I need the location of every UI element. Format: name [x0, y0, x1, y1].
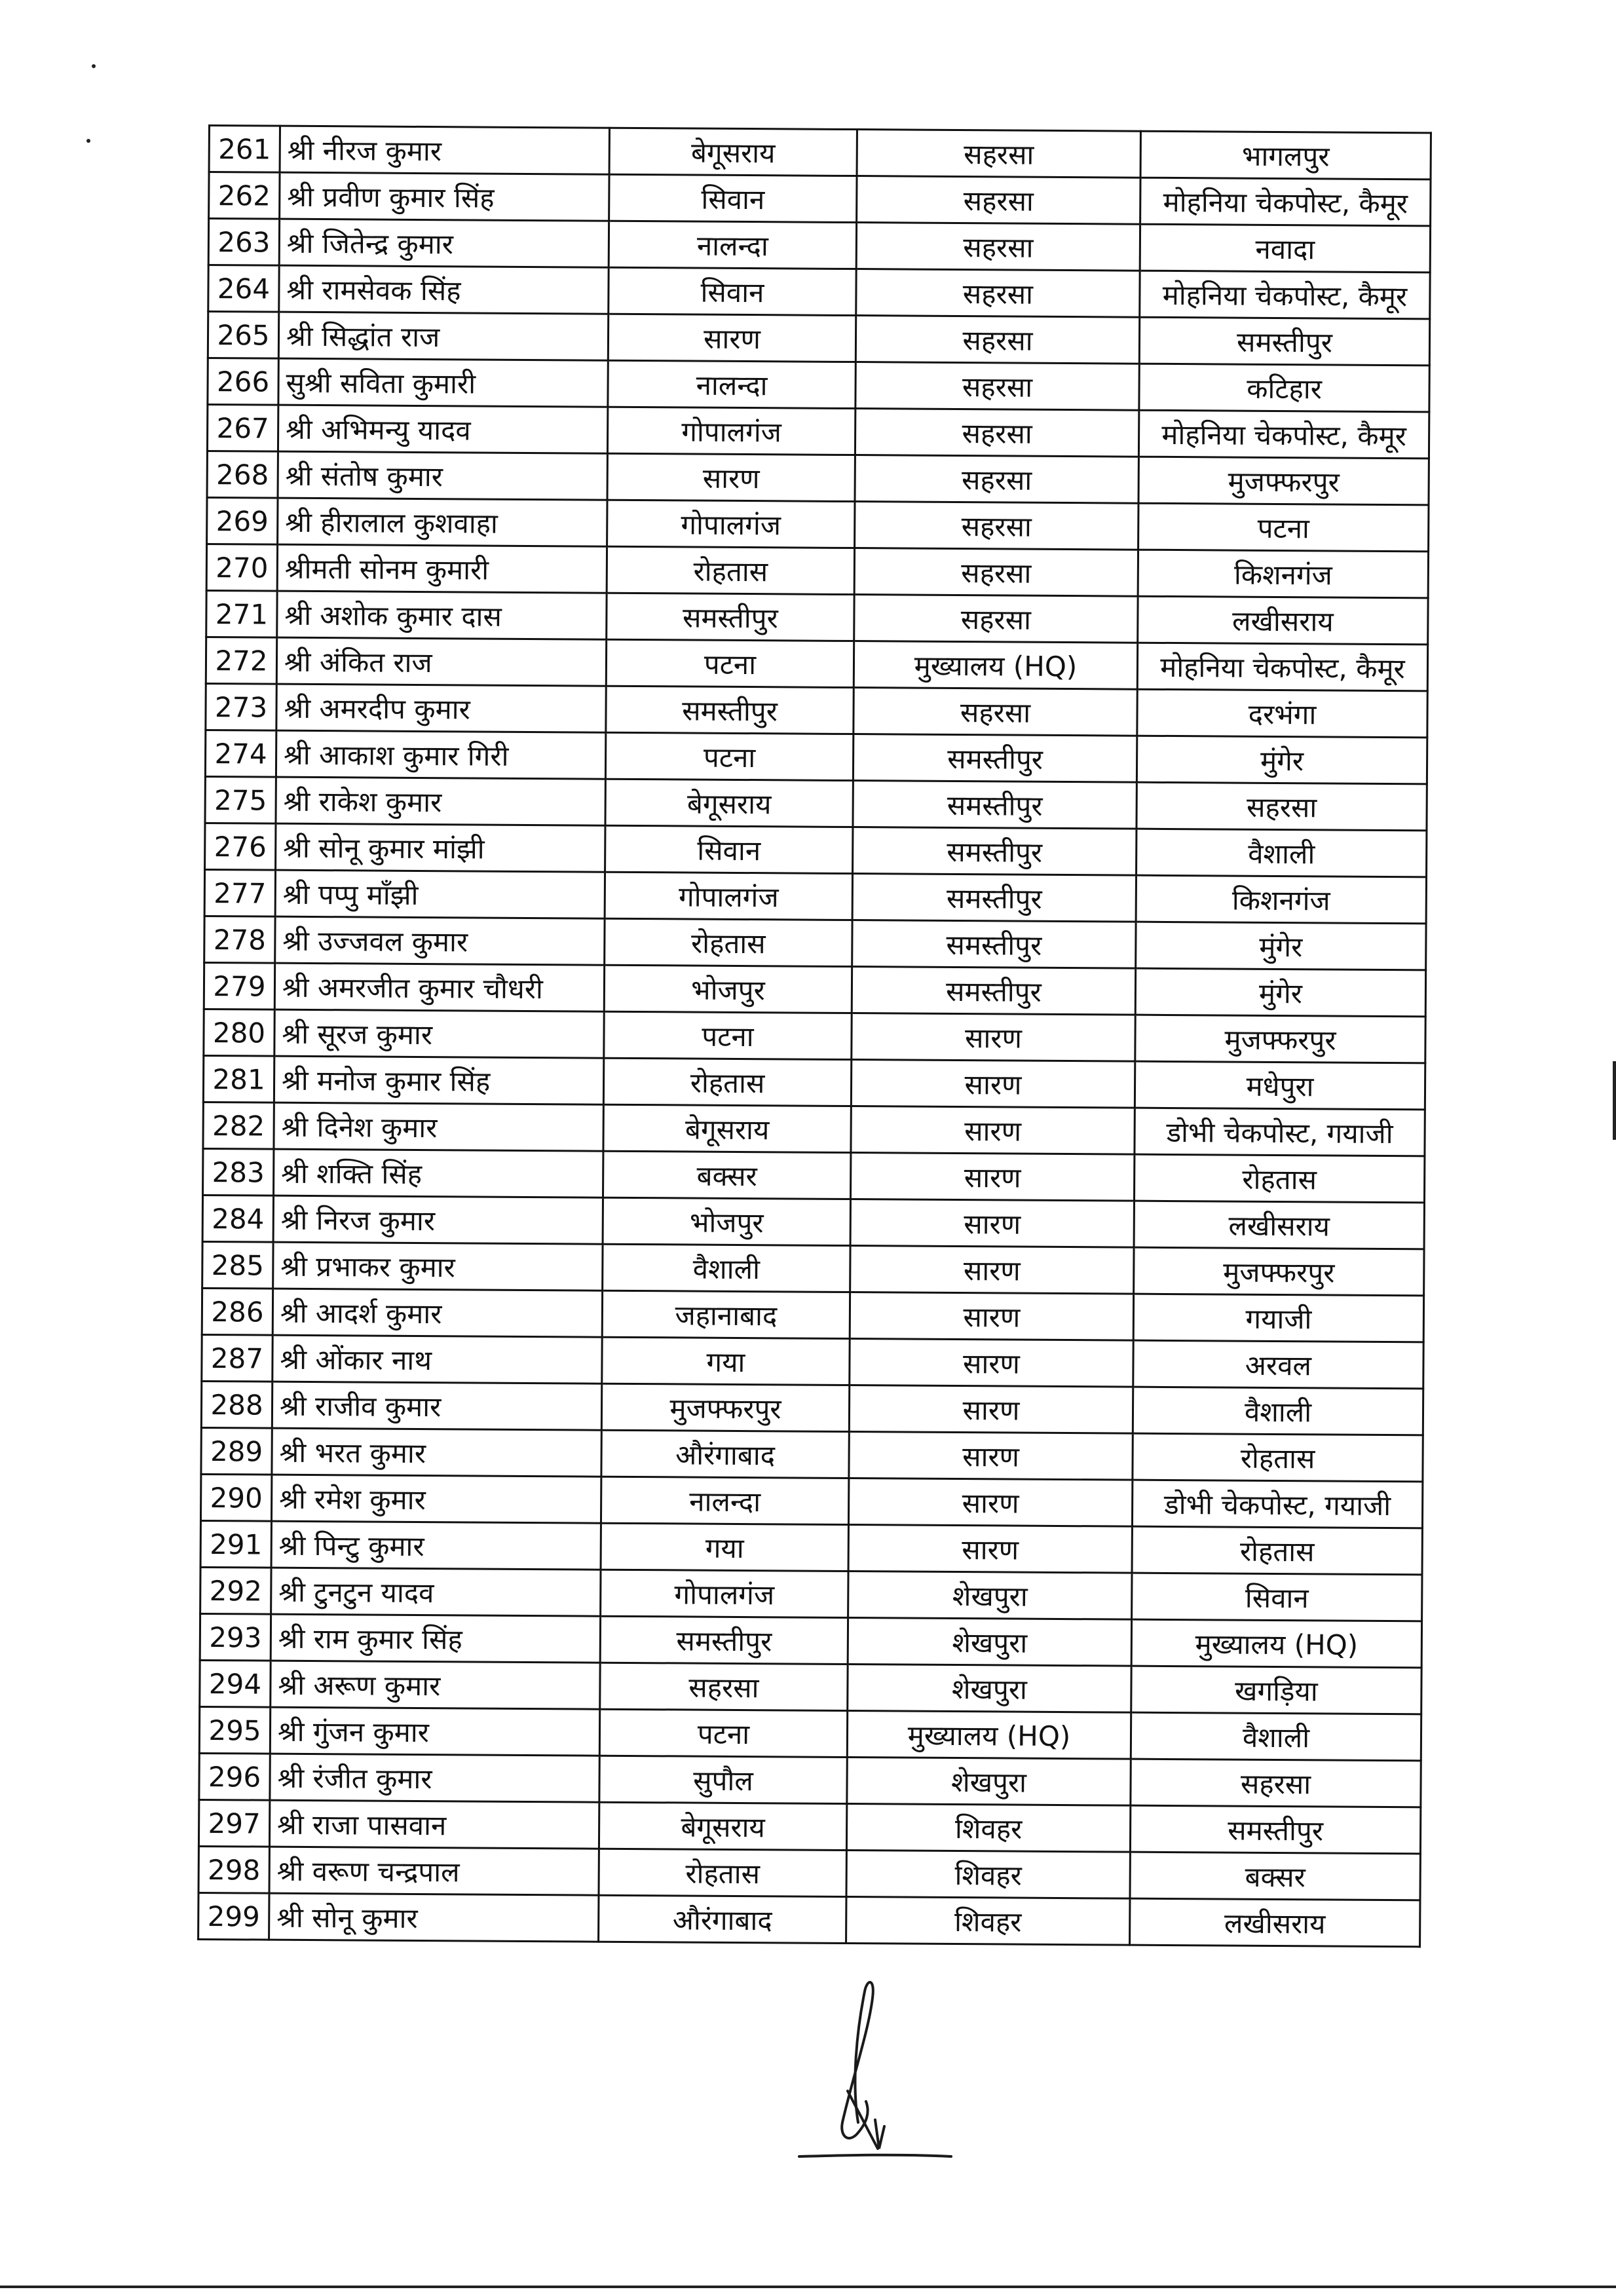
home-district-cell: पटना	[605, 732, 853, 780]
name-cell: श्री आकाश कुमार गिरी	[276, 730, 605, 779]
table-row	[207, 405, 1429, 459]
table-row	[199, 1706, 1421, 1760]
signature-icon	[780, 1972, 963, 2168]
serial-number-cell: 291	[200, 1520, 271, 1568]
table-row	[203, 1102, 1425, 1156]
serial-number-cell: 268	[207, 451, 278, 498]
serial-number-cell: 289	[201, 1427, 272, 1475]
name-cell: श्री प्रभाकर कुमार	[273, 1242, 603, 1290]
name-cell: श्री राजा पासवान	[269, 1800, 599, 1849]
new-posting-cell: भागलपुर	[1140, 131, 1431, 179]
transfer-table	[197, 124, 1432, 1948]
name-cell: श्री सोनू कुमार	[269, 1893, 599, 1942]
new-posting-cell: रोहतास	[1134, 1154, 1424, 1203]
current-posting-cell: समस्तीपुर	[853, 781, 1137, 829]
current-posting-cell: सारण	[850, 1199, 1134, 1248]
new-posting-cell: सहरसा	[1137, 782, 1427, 831]
serial-number-cell: 266	[208, 358, 278, 405]
serial-number-cell: 297	[198, 1799, 269, 1847]
new-posting-cell: मुजफ्फरपुर	[1138, 457, 1429, 505]
new-posting-cell: लखीसराय	[1134, 1201, 1424, 1249]
home-district-cell: रोहतास	[603, 1058, 851, 1106]
serial-number-cell: 285	[202, 1241, 273, 1289]
serial-number-cell: 280	[204, 1009, 274, 1056]
name-cell: श्री राजीव कुमार	[272, 1382, 601, 1430]
name-cell: श्री रंजीत कुमार	[270, 1754, 599, 1802]
serial-number-cell: 272	[206, 637, 276, 684]
new-posting-cell: डोभी चेकपोस्ट, गयाजी	[1135, 1108, 1425, 1156]
current-posting-cell: सहरसा	[854, 688, 1137, 736]
home-district-cell: समस्तीपुर	[606, 686, 854, 734]
new-posting-cell: रोहतास	[1132, 1526, 1422, 1575]
serial-number-cell: 278	[204, 916, 275, 963]
current-posting-cell: सारण	[851, 1060, 1135, 1108]
current-posting-cell: समस्तीपुर	[852, 967, 1135, 1015]
serial-number-cell: 261	[209, 126, 280, 173]
name-cell: श्री उज्जवल कुमार	[275, 916, 605, 965]
new-posting-cell: वैशाली	[1137, 829, 1427, 877]
name-cell: श्री आदर्श कुमार	[272, 1289, 602, 1337]
table-row	[200, 1520, 1422, 1574]
table-row	[204, 869, 1426, 923]
new-posting-cell: वैशाली	[1133, 1387, 1423, 1435]
name-cell: श्री टुनटुन यादव	[271, 1568, 601, 1616]
table-row	[208, 219, 1430, 273]
name-cell: सुश्री सविता कुमारी	[278, 358, 608, 407]
scan-speck	[92, 64, 96, 68]
table-row	[205, 730, 1427, 783]
serial-number-cell: 288	[201, 1381, 272, 1428]
serial-number-cell: 299	[198, 1892, 269, 1940]
serial-number-cell: 274	[205, 730, 276, 777]
new-posting-cell: मुंगेर	[1135, 968, 1425, 1017]
serial-number-cell: 281	[203, 1055, 274, 1102]
name-cell: श्री रमेश कुमार	[271, 1475, 601, 1523]
table-row	[209, 172, 1431, 226]
new-posting-cell: दरभंगा	[1137, 689, 1427, 738]
current-posting-cell: शेखपुरा	[848, 1665, 1131, 1713]
table-row	[207, 451, 1429, 504]
home-district-cell: नालन्दा	[609, 221, 856, 269]
current-posting-cell: सारण	[848, 1525, 1132, 1573]
bottom-rule	[0, 2286, 1616, 2288]
serial-number-cell: 292	[200, 1567, 271, 1614]
serial-number-cell: 270	[206, 544, 277, 591]
table-row	[208, 312, 1429, 366]
home-district-cell: रोहतास	[599, 1849, 846, 1896]
new-posting-cell: लखीसराय	[1130, 1898, 1420, 1947]
name-cell: श्री वरूण चन्द्रपाल	[269, 1847, 599, 1895]
current-posting-cell: सहरसा	[857, 176, 1140, 225]
name-cell: श्री हीरालाल कुशवाहा	[278, 498, 607, 546]
table-row	[198, 1846, 1420, 1900]
home-district-cell: जहानाबाद	[602, 1290, 850, 1338]
current-posting-cell: शेखपुरा	[847, 1758, 1131, 1806]
home-district-cell: मुजफ्फरपुर	[601, 1383, 849, 1431]
name-cell: श्री अंकित राज	[276, 637, 606, 686]
home-district-cell: सारण	[608, 314, 855, 362]
new-posting-cell: नवादा	[1140, 224, 1430, 273]
name-cell: श्री राम कुमार सिंह	[271, 1614, 600, 1663]
new-posting-cell: वैशाली	[1131, 1712, 1421, 1761]
home-district-cell: भोजपुर	[604, 965, 852, 1013]
table-row	[202, 1241, 1424, 1295]
new-posting-cell: समस्तीपुर	[1139, 317, 1429, 366]
table-row	[208, 358, 1429, 412]
serial-number-cell: 273	[206, 683, 276, 730]
name-cell: श्री अभिमन्यु यादव	[278, 405, 607, 453]
current-posting-cell: शेखपुरा	[848, 1618, 1131, 1666]
home-district-cell: औरंगाबाद	[601, 1430, 849, 1478]
new-posting-cell: सहरसा	[1131, 1759, 1421, 1807]
name-cell: श्री अमरदीप कुमार	[276, 684, 606, 732]
home-district-cell: नालन्दा	[608, 360, 855, 408]
new-posting-cell: लखीसराय	[1138, 596, 1428, 645]
home-district-cell: सिवान	[609, 267, 856, 315]
table-row	[208, 265, 1430, 319]
name-cell: श्री रामसेवक सिंह	[279, 265, 609, 314]
table-row	[200, 1613, 1421, 1667]
serial-number-cell: 262	[209, 172, 280, 219]
new-posting-cell: किशनगंज	[1138, 550, 1428, 598]
table-row	[201, 1381, 1423, 1435]
current-posting-cell: सारण	[849, 1385, 1133, 1434]
home-district-cell: बेगूसराय	[599, 1802, 846, 1850]
new-posting-cell: गयाजी	[1133, 1294, 1423, 1342]
new-posting-cell: मुंगेर	[1137, 736, 1427, 784]
current-posting-cell: सारण	[850, 1292, 1133, 1341]
current-posting-cell: सहरसा	[854, 548, 1138, 597]
table-row	[202, 1334, 1423, 1388]
table-row	[206, 637, 1427, 690]
current-posting-cell: समस्तीपुर	[853, 734, 1137, 783]
serial-number-cell: 279	[204, 962, 274, 1009]
new-posting-cell: मोहनिया चेकपोस्ट, कैमूर	[1137, 643, 1427, 691]
current-posting-cell: सहरसा	[856, 269, 1140, 318]
home-district-cell: सिवान	[605, 825, 853, 873]
home-district-cell: सहरसा	[600, 1663, 848, 1710]
current-posting-cell: समस्तीपुर	[852, 920, 1136, 969]
table-row	[207, 497, 1429, 551]
home-district-cell: पटना	[599, 1709, 847, 1757]
new-posting-cell: किशनगंज	[1136, 875, 1426, 924]
new-posting-cell: सिवान	[1132, 1573, 1422, 1621]
current-posting-cell: मुख्यालय (HQ)	[854, 641, 1137, 690]
table-row	[205, 776, 1427, 830]
name-cell: श्री सूरज कुमार	[274, 1009, 604, 1058]
serial-number-cell: 284	[202, 1195, 273, 1242]
home-district-cell: गया	[601, 1523, 848, 1571]
table-row	[198, 1799, 1420, 1853]
table-row	[204, 916, 1426, 969]
name-cell: श्रीमती सोनम कुमारी	[277, 544, 607, 593]
serial-number-cell: 295	[199, 1706, 270, 1754]
table-row	[199, 1753, 1421, 1807]
serial-number-cell: 267	[207, 405, 278, 452]
home-district-cell: सारण	[607, 453, 855, 501]
name-cell: श्री नीरज कुमार	[280, 126, 609, 174]
name-cell: श्री पिन्टु कुमार	[271, 1521, 601, 1570]
home-district-cell: बेगूसराय	[605, 779, 853, 827]
serial-number-cell: 277	[204, 869, 275, 916]
home-district-cell: नालन्दा	[601, 1477, 848, 1524]
current-posting-cell: शिवहर	[846, 1804, 1130, 1853]
home-district-cell: रोहतास	[607, 546, 854, 594]
current-posting-cell: सहरसा	[855, 455, 1138, 504]
current-posting-cell: मुख्यालय (HQ)	[847, 1711, 1131, 1760]
new-posting-cell: मुख्यालय (HQ)	[1131, 1619, 1421, 1668]
scan-speck	[86, 139, 90, 143]
serial-number-cell: 293	[200, 1613, 271, 1661]
table-row	[201, 1427, 1423, 1481]
serial-number-cell: 283	[203, 1148, 274, 1195]
table-row	[200, 1567, 1422, 1621]
home-district-cell: रोहतास	[605, 918, 852, 966]
current-posting-cell: शिवहर	[846, 1897, 1130, 1946]
new-posting-cell: मधेपुरा	[1135, 1061, 1425, 1110]
name-cell: श्री राकेश कुमार	[276, 777, 605, 825]
table-row	[198, 1892, 1420, 1946]
home-district-cell: गोपालगंज	[607, 407, 855, 455]
current-posting-cell: शेखपुरा	[848, 1571, 1132, 1620]
serial-number-cell: 294	[200, 1660, 271, 1707]
home-district-cell: समस्तीपुर	[607, 593, 854, 641]
name-cell: श्री अरूण कुमार	[271, 1661, 600, 1709]
home-district-cell: औरंगाबाद	[599, 1895, 846, 1943]
serial-number-cell: 290	[200, 1474, 271, 1521]
table-row	[206, 590, 1428, 644]
table-row	[202, 1288, 1423, 1342]
home-district-cell: पटना	[604, 1011, 852, 1059]
new-posting-cell: मुजफ्फरपुर	[1134, 1247, 1424, 1296]
table-row	[200, 1474, 1422, 1528]
transfer-table-body	[198, 126, 1431, 1947]
new-posting-cell: मोहनिया चेकपोस्ट, कैमूर	[1138, 410, 1429, 459]
serial-number-cell: 296	[199, 1753, 270, 1800]
table-row	[206, 683, 1427, 737]
name-cell: श्री गुंजन कुमार	[270, 1707, 599, 1756]
current-posting-cell: सारण	[852, 1013, 1135, 1062]
current-posting-cell: सहरसा	[856, 223, 1140, 271]
current-posting-cell: शिवहर	[846, 1851, 1130, 1899]
current-posting-cell: सारण	[850, 1339, 1133, 1387]
new-posting-cell: डोभी चेकपोस्ट, गयाजी	[1132, 1480, 1422, 1528]
name-cell: श्री अशोक कुमार दास	[277, 591, 607, 639]
name-cell: श्री संतोष कुमार	[278, 451, 607, 500]
home-district-cell: भोजपुर	[603, 1197, 850, 1245]
current-posting-cell: सहरसा	[857, 130, 1140, 178]
table-row	[203, 1055, 1425, 1109]
new-posting-cell: मोहनिया चेकपोस्ट, कैमूर	[1140, 271, 1430, 319]
current-posting-cell: समस्तीपुर	[853, 827, 1137, 876]
name-cell: श्री ओंकार नाथ	[272, 1335, 602, 1383]
current-posting-cell: सहरसा	[855, 502, 1138, 550]
table-row	[202, 1195, 1424, 1249]
new-posting-cell: अरवल	[1133, 1340, 1423, 1389]
serial-number-cell: 287	[202, 1334, 272, 1382]
new-posting-cell: रोहतास	[1133, 1433, 1423, 1482]
current-posting-cell: सहरसा	[855, 362, 1139, 411]
current-posting-cell: सहरसा	[854, 595, 1138, 643]
current-posting-cell: सारण	[851, 1106, 1135, 1155]
name-cell: श्री मनोज कुमार सिंह	[274, 1056, 603, 1104]
name-cell: श्री भरत कुमार	[272, 1428, 601, 1477]
table-row	[204, 962, 1425, 1016]
serial-number-cell: 286	[202, 1288, 272, 1335]
table-row	[205, 823, 1427, 876]
serial-number-cell: 269	[207, 497, 278, 544]
serial-number-cell: 275	[205, 776, 276, 823]
table-row	[200, 1660, 1421, 1714]
current-posting-cell: सारण	[850, 1246, 1134, 1294]
serial-number-cell: 265	[208, 312, 278, 359]
name-cell: श्री निरज कुमार	[273, 1195, 603, 1244]
new-posting-cell: बक्सर	[1130, 1852, 1420, 1900]
home-district-cell: बेगूसराय	[609, 128, 857, 176]
home-district-cell: गोपालगंज	[607, 500, 855, 548]
table-row	[206, 544, 1428, 597]
serial-number-cell: 276	[205, 823, 276, 870]
serial-number-cell: 263	[208, 219, 279, 266]
new-posting-cell: कटिहार	[1139, 364, 1429, 412]
home-district-cell: वैशाली	[603, 1244, 850, 1292]
table-row	[203, 1148, 1425, 1202]
name-cell: श्री शक्ति सिंह	[274, 1149, 603, 1197]
home-district-cell: गोपालगंज	[601, 1570, 848, 1617]
name-cell: श्री सोनू कुमार मांझी	[276, 823, 605, 872]
current-posting-cell: सहरसा	[855, 316, 1139, 364]
serial-number-cell: 271	[206, 590, 277, 637]
home-district-cell: सुपौल	[599, 1756, 847, 1803]
new-posting-cell: समस्तीपुर	[1130, 1805, 1420, 1854]
new-posting-cell: मोहनिया चेकपोस्ट, कैमूर	[1140, 178, 1431, 226]
name-cell: श्री दिनेश कुमार	[274, 1102, 603, 1151]
name-cell: श्री जितेन्द्र कुमार	[279, 219, 609, 267]
scan-edge-mark	[1613, 1061, 1616, 1140]
new-posting-cell: पटना	[1138, 503, 1429, 552]
current-posting-cell: सारण	[848, 1478, 1132, 1527]
current-posting-cell: समस्तीपुर	[852, 874, 1136, 922]
current-posting-cell: सारण	[850, 1153, 1134, 1201]
name-cell: श्री प्रवीण कुमार सिंह	[280, 172, 609, 221]
home-district-cell: गोपालगंज	[605, 872, 852, 920]
serial-number-cell: 282	[203, 1102, 274, 1149]
serial-number-cell: 264	[208, 265, 279, 312]
home-district-cell: पटना	[606, 639, 854, 687]
home-district-cell: सिवान	[609, 174, 857, 222]
current-posting-cell: सहरसा	[855, 409, 1138, 457]
home-district-cell: बेगूसराय	[603, 1104, 851, 1152]
table-row	[204, 1009, 1425, 1063]
table-row	[209, 126, 1431, 179]
name-cell: श्री अमरजीत कुमार चौधरी	[274, 963, 604, 1011]
home-district-cell: समस्तीपुर	[600, 1616, 848, 1664]
serial-number-cell: 298	[198, 1846, 269, 1893]
name-cell: श्री सिद्धांत राज	[278, 312, 608, 360]
home-district-cell: गया	[602, 1337, 850, 1385]
new-posting-cell: मुंगेर	[1136, 922, 1426, 970]
new-posting-cell: मुजफ्फरपुर	[1135, 1015, 1425, 1063]
home-district-cell: बक्सर	[603, 1151, 851, 1199]
name-cell: श्री पप्पु माँझी	[275, 870, 605, 918]
current-posting-cell: सारण	[849, 1432, 1133, 1480]
new-posting-cell: खगड़िया	[1131, 1666, 1421, 1714]
